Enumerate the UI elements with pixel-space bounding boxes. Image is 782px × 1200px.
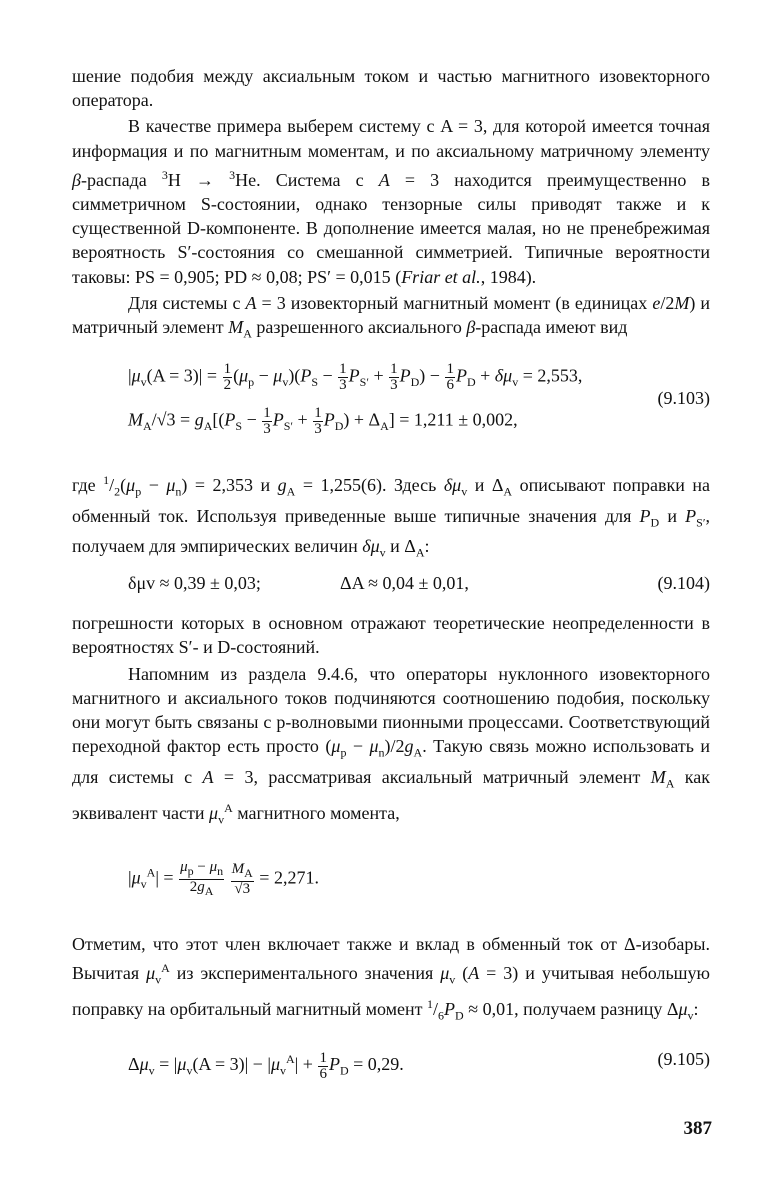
paragraph-7: Отметим, что этот член включает также и вклад в обменный ток от Δ-изобары. Вычитая $\mu_v^A$ из экспериментального значения $\mu_v$ (A = 3) и учитывая небольшую поправку на орбитальный магнитный момент $^1/_6P_D \approx 0,01$, получаем разницу $\Delta\mu_v$:	[72, 933, 710, 1023]
delta-mu-value: δμv ≈ 0,39 ± 0,03;	[128, 573, 261, 594]
paragraph-4: где $^1/_2(\mu_p - \mu_n) = 2,353$ и $g_A = 1,255(6)$. Здесь $\delta\mu_v$ и $\Delta_A$ описывают поправки на обменный ток. Используя приведенные выше типичные значения для $P_D$ и $P_{S'}$, получаем для эмпирических величин $\delta\mu_v$ и $\Delta_A$:	[72, 472, 711, 561]
citation-year: 1984	[489, 266, 526, 287]
equation-9-103: $|\mu_v(A = 3)|$ = $\frac{1}{2}$ $(\mu_p - \mu_v)(P_S$ − $\frac{1}{3}$ $P_{S'}$ + $\frac{1}{3}$ $P_D$) − $\frac{1}{6}$ $P_D + \delta\mu_v = 2,553$, (9.103) $M_A/√3 = g_A[(P_S$ − $\frac{1}{3}$ $P_{S'}$ + $\frac{1}{3}$ $P_D) + \Delta_A] = 1,211 \pm 0,002$,	[128, 360, 710, 437]
paragraph-5: погрешности которых в основном отражают теоретические неопределенности в вероятностях S′- и D-состояний.	[72, 613, 710, 658]
eq-number-9-105: (9.105)	[657, 1049, 710, 1070]
paragraph-2: В качестве примера выберем систему с A = 3, для которой имеется точная информация и по магнитным моментам, и по аксиальному матричному элементу β-распада $^3$H → $^3$He. Система с A = 3 находится преимущественно в симметричном S-состоянии, однако тензорные силы приводят также и к существенной D-компоненте. В дополнение имеется малая, но не пренебрежимая вероятность S′-состояния со смешанной симметрией. Типичные вероятности таковы: PS = 0,905; PD ≈ 0,08; PS′ = 0,015 (Friar et al., 1984).	[72, 116, 711, 287]
delta-mu-v-value: 0,29	[367, 1054, 400, 1075]
page-number: 387	[683, 1118, 712, 1139]
paragraph-1: шение подобия между аксиальным током и частью магнитного изовекторного оператора.	[72, 66, 710, 111]
equation-9-105: $\Delta\mu_v = |\mu_v(A = 3)| - |\mu_v^A|$ + $\frac{1}{6}$ $P_D = 0,29$. (9.105)	[128, 1049, 710, 1082]
delta-a-value: ΔA ≈ 0,04 ± 0,01,	[340, 573, 469, 594]
mu-v-value: 2,553	[537, 365, 578, 386]
probabilities: PS = 0,905; PD ≈ 0,08; PS′ = 0,015	[135, 266, 391, 287]
eq-number-9-104: (9.104)	[657, 573, 710, 594]
citation: Friar et al.	[401, 266, 481, 287]
page-body	[72, 64, 710, 1083]
eq-number-9-103: (9.103)	[657, 387, 710, 408]
equation-mu-va: $|\mu_v^A|$ = $\frac{\mu_p - \mu_n}{2g_A}$ $\frac{M_A}{√3}$ = 2,271.	[128, 858, 319, 898]
ma-value: 1,211 ± 0,002	[413, 409, 514, 430]
paragraph-3: Для системы с A = 3 изовекторный магнитный момент (в единицах e/2M) и матричный элемент $M_A$ разрешенного аксиального β-распада имеют вид	[72, 292, 710, 341]
paragraph-6: Напомним из раздела 9.4.6, что операторы нуклонного изовекторного магнитного и аксиального токов подчиняются соотношению подобия, поскольку они могут быть связаны с p-волновыми пионными процессами. Соответствующий переходной фактор есть просто $(\mu_p - \mu_n)/2g_A$. Такую связь можно использовать и для системы с A = 3, рассматривая аксиальный матричный элемент $M_A$ как эквивалент части $\mu_v^A$ магнитного момента,	[72, 663, 711, 827]
equation-9-104	[72, 571, 710, 599]
mu-va-value: 2,271	[273, 867, 315, 888]
